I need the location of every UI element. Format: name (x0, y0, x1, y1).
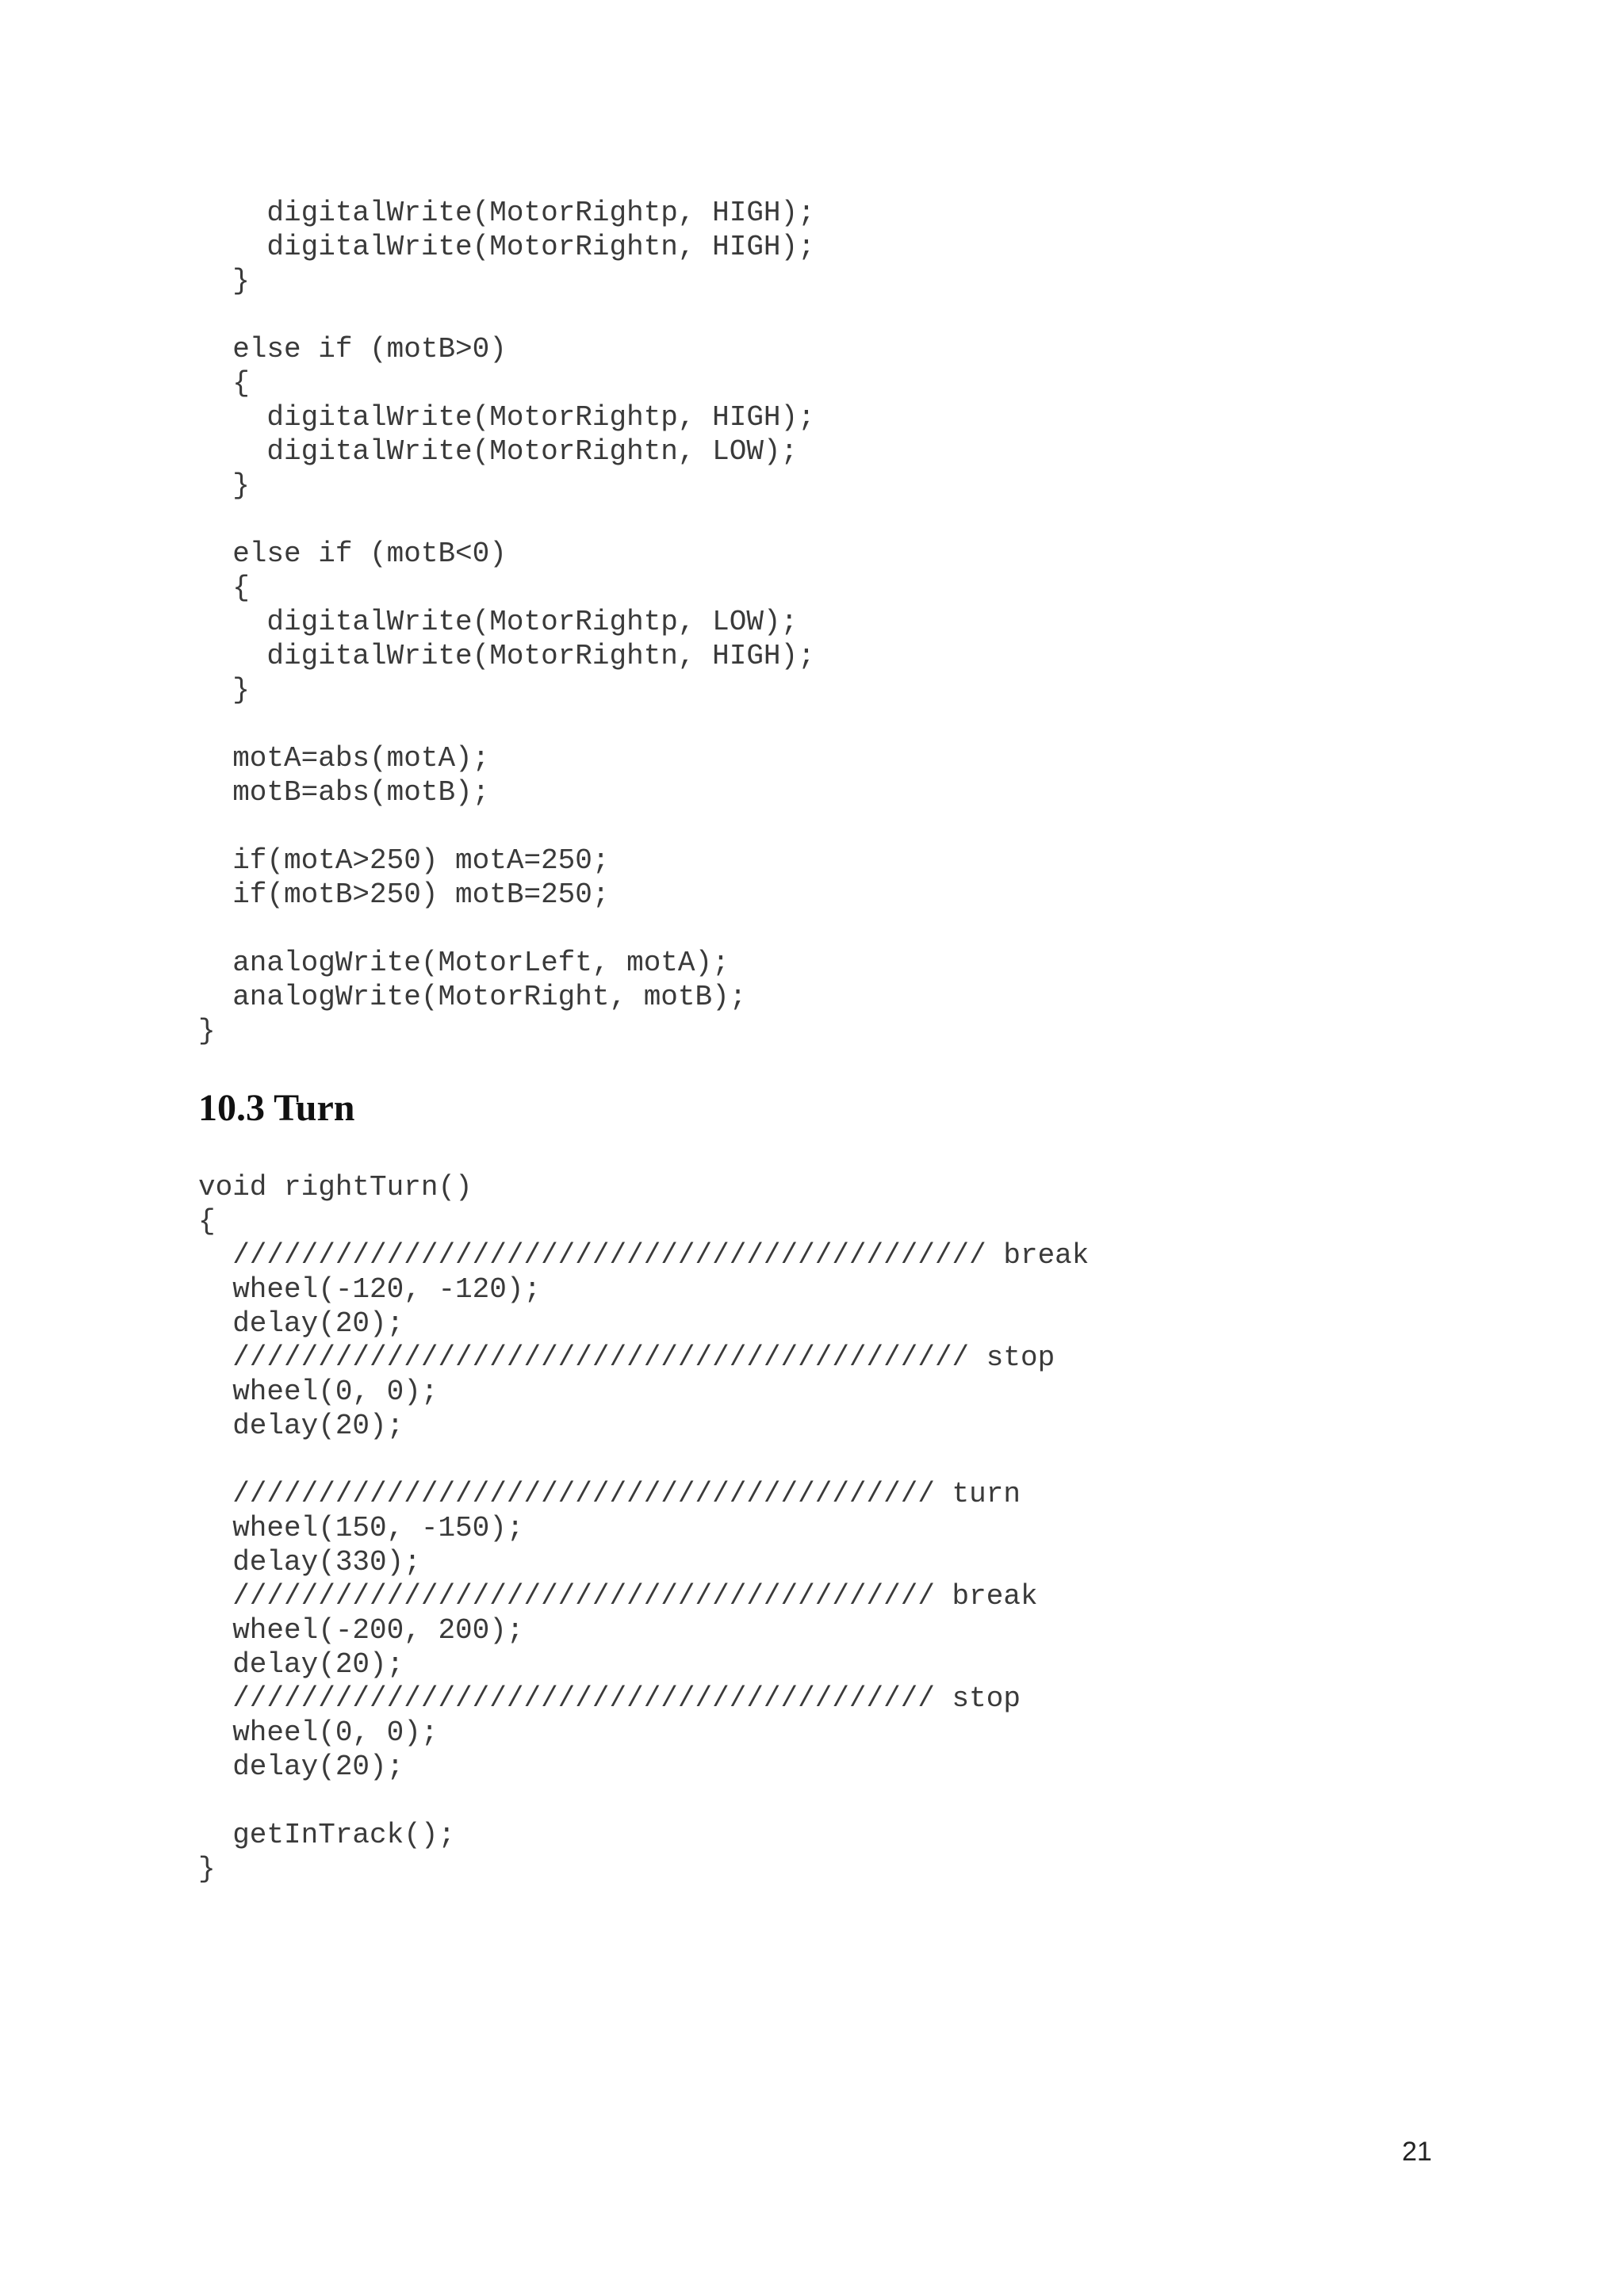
section-heading: 10.3 Turn (198, 1087, 355, 1129)
code-line: delay(330); (198, 1546, 421, 1578)
code-line: delay(20); (198, 1648, 404, 1681)
code-block-motor-direction (198, 196, 815, 1048)
code-block-right-turn (198, 1170, 1089, 1886)
code-line: } (198, 265, 250, 297)
code-line: ///////////////////////////////////////// break (198, 1580, 1038, 1613)
code-line: if(motB>250) motB=250; (198, 878, 610, 911)
code-line: wheel(0, 0); (198, 1376, 439, 1408)
code-line: delay(20); (198, 1307, 404, 1340)
code-line: wheel(-200, 200); (198, 1614, 524, 1647)
code-line: ///////////////////////////////////////// stop (198, 1682, 1021, 1715)
code-line: digitalWrite(MotorRightn, HIGH); (198, 640, 815, 672)
code-line: getInTrack(); (198, 1819, 456, 1851)
code-line: { (198, 367, 250, 400)
code-line (198, 1443, 1089, 1477)
code-line (198, 707, 815, 741)
code-line: digitalWrite(MotorRightp, HIGH); (198, 197, 815, 229)
code-line: digitalWrite(MotorRightn, HIGH); (198, 231, 815, 263)
code-line: motB=abs(motB); (198, 776, 490, 809)
code-line: else if (motB>0) (198, 333, 507, 365)
page-number: 21 (1402, 2137, 1432, 2167)
code-line: { (198, 572, 250, 604)
code-line: } (198, 674, 250, 706)
code-line: } (198, 1015, 216, 1047)
code-line: if(motA>250) motA=250; (198, 844, 610, 877)
code-line (198, 809, 815, 844)
code-line (198, 912, 815, 946)
code-line: digitalWrite(MotorRightp, HIGH); (198, 401, 815, 434)
code-line (198, 298, 815, 332)
code-line: } (198, 469, 250, 502)
code-line: wheel(0, 0); (198, 1716, 439, 1749)
code-line: motA=abs(motA); (198, 742, 490, 775)
code-line: analogWrite(MotorRight, motB); (198, 981, 747, 1013)
code-line: //////////////////////////////////////////// break (198, 1239, 1090, 1272)
code-line: digitalWrite(MotorRightn, LOW); (198, 435, 799, 468)
code-line: delay(20); (198, 1751, 404, 1783)
code-line: { (198, 1205, 216, 1238)
code-line: delay(20); (198, 1410, 404, 1442)
code-line: /////////////////////////////////////////// stop (198, 1341, 1055, 1374)
code-line: ///////////////////////////////////////// turn (198, 1478, 1021, 1510)
code-line: wheel(150, -150); (198, 1512, 524, 1544)
code-line: void rightTurn() (198, 1171, 473, 1203)
code-line (198, 503, 815, 537)
code-line (198, 1784, 1089, 1818)
code-line: digitalWrite(MotorRightp, LOW); (198, 606, 799, 638)
code-line: analogWrite(MotorLeft, motA); (198, 947, 730, 979)
code-line: wheel(-120, -120); (198, 1273, 542, 1306)
code-line: else if (motB<0) (198, 538, 507, 570)
code-line: } (198, 1853, 216, 1885)
